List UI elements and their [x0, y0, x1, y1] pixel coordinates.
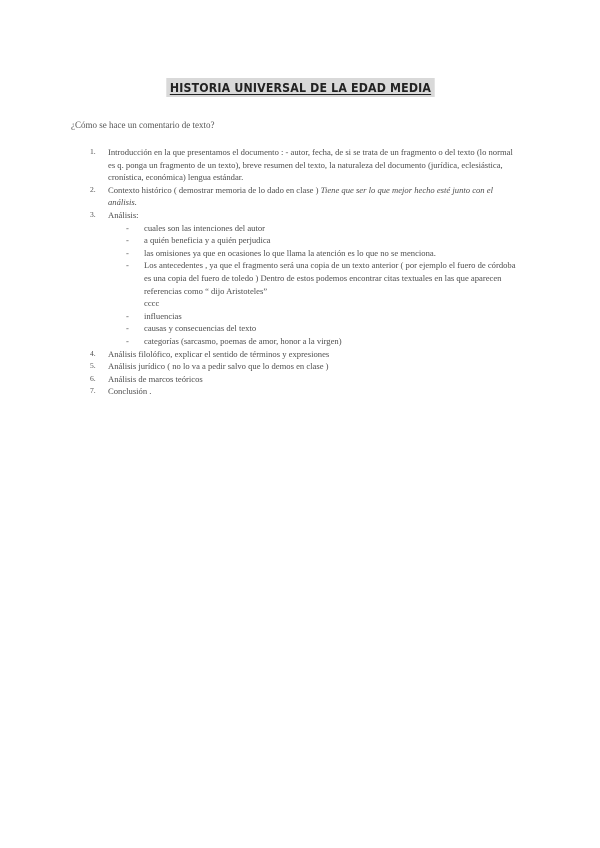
- sub-item-text: cuales son las intenciones del autor: [144, 222, 265, 233]
- list-item: [0, 184, 520, 209]
- item-number: 1.: [90, 147, 96, 156]
- item-number: 7.: [90, 386, 96, 396]
- item-text: Introducción en la que presentamos el documento : - autor, fecha, de si se trata de un fragmento o del texto (lo normal es q. ponga un fragmento de un texto), breve resumen del texto, la naturaleza del documento (jurídica, eclesiástica, cronística, económica) lengua estándar.: [108, 147, 513, 183]
- item-text: Conclusión .: [108, 386, 152, 397]
- sub-item-text: causas y consecuencias del texto: [144, 323, 257, 334]
- item-number: 3.: [90, 209, 96, 219]
- list-item: [0, 146, 520, 184]
- dash-bullet: -: [126, 335, 129, 346]
- item-text: Análisis de marcos teóricos: [108, 373, 203, 384]
- sub-list-item: [108, 259, 520, 297]
- list-item: [0, 373, 520, 386]
- sub-list-item: [108, 335, 520, 348]
- dash-bullet: -: [126, 235, 129, 246]
- dash-bullet: -: [126, 310, 129, 321]
- sub-item-text: Los antecedentes , ya que el fragmento será una copia de un texto anterior ( por ejemplo el fuero de córdoba es una copia del fuero de toledo ) Dentro de estos podemos encontrar citas textuales en las que aparecen referencias como “ dijo Aristoteles”: [144, 260, 516, 296]
- sub-item-text: categorías (sarcasmo, poemas de amor, honor a la virgen): [144, 335, 342, 346]
- dash-bullet: -: [126, 260, 129, 271]
- item-number: 5.: [90, 361, 96, 371]
- item-text: Análisis filolófico, explicar el sentido de términos y expresiones: [108, 348, 330, 359]
- item-italic-note: Tiene que ser lo que mejor hecho esté junto con el análisis.: [108, 184, 493, 208]
- analysis-sublist: [108, 222, 520, 348]
- item-text: Análisis:: [108, 209, 139, 220]
- steps-list: [0, 146, 520, 398]
- list-item: [0, 209, 520, 348]
- item-number: 6.: [90, 373, 96, 383]
- sub-list-item: [108, 322, 520, 335]
- list-item: [0, 385, 520, 398]
- item-text: Contexto histórico ( demostrar memoria de lo dado en clase ): [108, 184, 319, 195]
- dash-bullet: -: [126, 323, 129, 334]
- question-heading: ¿Cómo se hace un comentario de texto?: [71, 120, 215, 130]
- sub-list-item: [108, 247, 520, 260]
- list-item: [0, 360, 520, 373]
- item-text: Análisis jurídico ( no lo va a pedir salvo que lo demos en clase ): [108, 361, 329, 372]
- item-number: 2.: [90, 184, 96, 194]
- sub-item-text: influencias: [144, 310, 182, 321]
- list-item: [0, 348, 520, 361]
- sub-item-text: a quién beneficia y a quién perjudica: [144, 235, 271, 246]
- sub-list-item: [108, 310, 520, 323]
- sub-note: cccc: [144, 298, 160, 309]
- dash-bullet: -: [126, 222, 129, 233]
- dash-bullet: -: [126, 247, 129, 258]
- item-number: 4.: [90, 348, 96, 358]
- sub-list-item: [108, 222, 520, 235]
- sub-list-item: [108, 234, 520, 247]
- title-container: [0, 78, 600, 97]
- document-title: HISTORIA UNIVERSAL DE LA EDAD MEDIA: [166, 78, 434, 97]
- sub-item-text: las omisiones ya que en ocasiones lo que llama la atención es lo que no se menciona.: [144, 247, 436, 258]
